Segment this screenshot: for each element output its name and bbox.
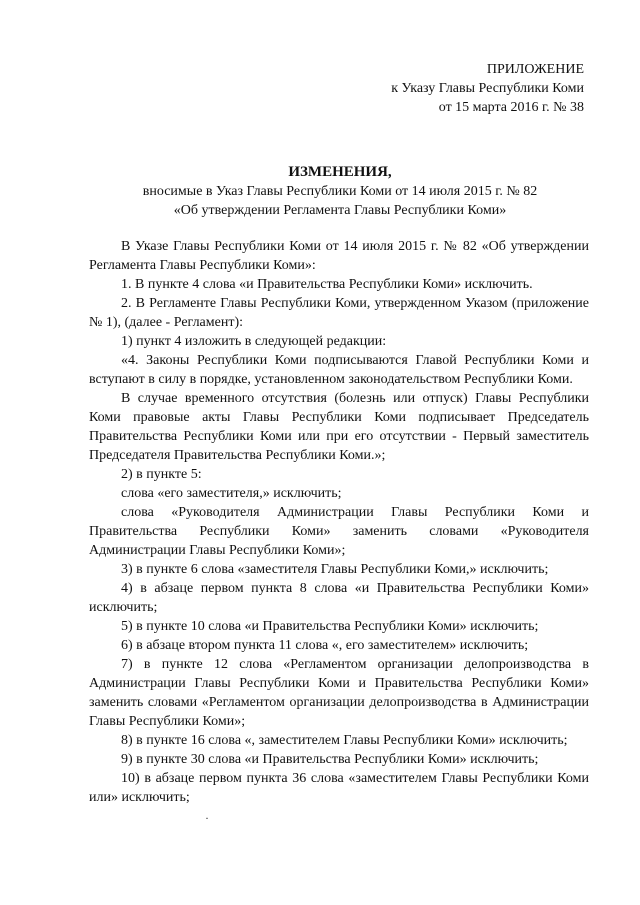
clause-paragraph: 2) в пункте 5: — [121, 467, 202, 482]
clause-paragraph: слова «его заместителя,» исключить; — [121, 486, 342, 501]
clause-paragraph: 8) в пункте 16 слова «, заместителем Главы Республики Коми» исключить; — [121, 733, 568, 748]
clause-paragraph: 7) в пункте 12 слова «Регламентом организации делопроизводства в Администрации Главы Республики Коми и Правительства Республики Коми» заменить словами «Регламентом организации делопроизводства в Администрации Главы Республики Коми»; — [89, 657, 589, 729]
clause-paragraph: слова «Руководителя Администрации Главы Республики Коми и Правительства Республики Коми» заменить словами «Руководителя Администрации Главы Республики Коми»; — [89, 505, 589, 558]
clause-paragraph: 2. В Регламенте Главы Республики Коми, утвержденном Указом (приложение № 1), (далее - Регламент): — [89, 296, 589, 330]
appendix-label: ПРИЛОЖЕНИЕ — [486, 62, 584, 77]
appendix-date: от 15 марта 2016 г. № 38 — [438, 100, 584, 115]
clause-paragraph: 6) в абзаце втором пункта 11 слова «, его заместителем» исключить; — [121, 638, 529, 653]
clause-paragraph: 5) в пункте 10 слова «и Правительства Республики Коми» исключить; — [121, 619, 539, 634]
quoted-paragraph: «4. Законы Республики Коми подписываются Главой Республики Коми и вступают в силу в порядке, установленном законодательством Республики Коми. — [89, 353, 589, 387]
appendix-decree-ref: к Указу Главы Республики Коми — [391, 81, 584, 96]
appendix-block — [264, 60, 584, 117]
page-mark: · — [205, 811, 209, 825]
quoted-paragraph: В случае временного отсутствия (болезнь или отпуск) Главы Республики Коми правовые акты Главы Республики Коми подписывает Председатель Правительства Республики Коми или при его отсутствии - Первый заместитель Председателя Правительства Республики Коми.»; — [89, 391, 589, 463]
clause-paragraph: 1) пункт 4 изложить в следующей редакции: — [121, 334, 387, 349]
clause-paragraph: 1. В пункте 4 слова «и Правительства Республики Коми» исключить. — [121, 277, 533, 292]
document-heading — [90, 163, 590, 220]
clause-paragraph: 4) в абзаце первом пункта 8 слова «и Правительства Республики Коми» исключить; — [89, 581, 589, 615]
intro-paragraph: В Указе Главы Республики Коми от 14 июля 2015 г. № 82 «Об утверждении Регламента Главы Республики Коми»: — [89, 239, 589, 273]
document-subtitle-line1: вносимые в Указ Главы Республики Коми от 14 июля 2015 г. № 82 — [142, 184, 538, 199]
document-title: ИЗМЕНЕНИЯ, — [288, 164, 392, 180]
document-body — [89, 237, 589, 807]
clause-paragraph: 3) в пункте 6 слова «заместителя Главы Республики Коми,» исключить; — [121, 562, 549, 577]
clause-paragraph: 10) в абзаце первом пункта 36 слова «заместителем Главы Республики Коми или» исключить; — [89, 771, 589, 805]
document-subtitle-line2: «Об утверждении Регламента Главы Республики Коми» — [173, 203, 507, 218]
clause-paragraph: 9) в пункте 30 слова «и Правительства Республики Коми» исключить; — [121, 752, 539, 767]
